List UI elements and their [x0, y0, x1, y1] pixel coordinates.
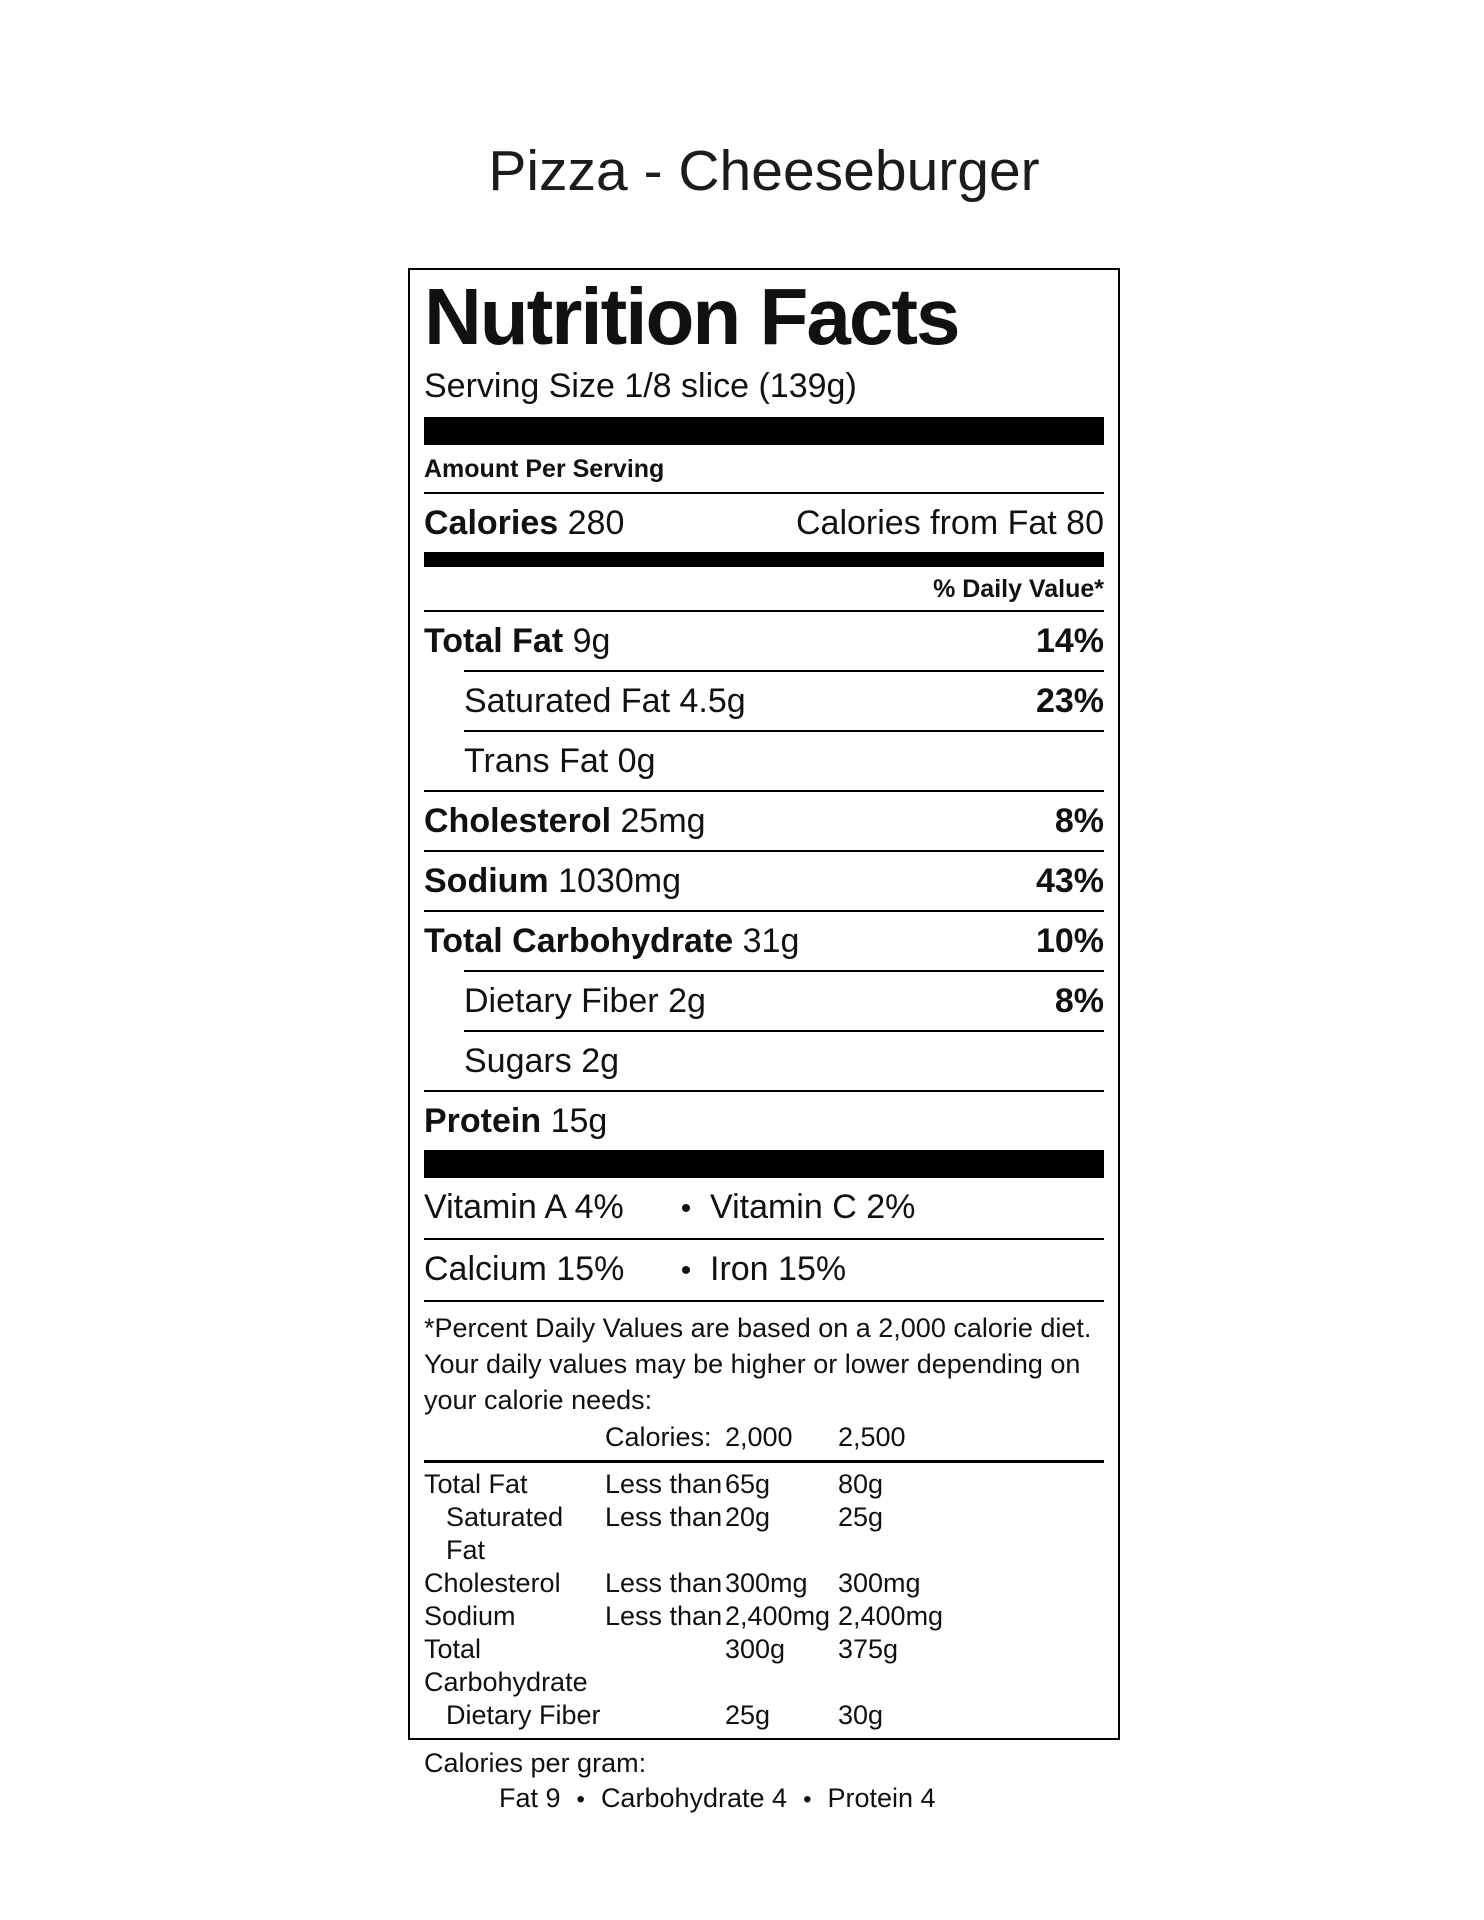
dv-table [424, 1463, 1104, 1738]
dv-row-qualifier: Less than [605, 1501, 723, 1532]
nutrient-text [464, 981, 706, 1022]
nutrient-row-sugars [464, 1030, 1104, 1090]
bullet-separator: • [680, 1253, 692, 1287]
calories-label: Calories [424, 503, 559, 542]
nutrient-name: Cholesterol [424, 801, 612, 840]
nutrient-rows [424, 612, 1104, 1150]
nutrient-row-dietary-fiber [464, 970, 1104, 1030]
nutrient-text [424, 921, 799, 962]
nutrient-name: Total Carbohydrate [424, 921, 734, 960]
dv-row-2000: 300mg [725, 1567, 808, 1598]
nutrient-amount: 9g [572, 621, 611, 660]
dv-row-2000: 300g [725, 1633, 786, 1664]
nutrient-row-cholesterol [424, 790, 1104, 850]
vitamin-row-2 [424, 1238, 1104, 1300]
dv-row-2000: 25g [725, 1699, 771, 1730]
calcium: Calcium 15% [424, 1249, 625, 1288]
nutrient-row-sodium [424, 850, 1104, 910]
nutrient-text [464, 681, 746, 722]
nutrient-dv: 8% [1054, 801, 1104, 840]
nutrient-text [424, 1101, 607, 1142]
nutrient-amount: 4.5g [679, 681, 746, 720]
nutrient-amount: 1030mg [558, 861, 681, 900]
dv-col-2500: 2,500 [838, 1421, 906, 1452]
dv-row-2500: 375g [838, 1633, 899, 1664]
nutrient-name: Sodium [424, 861, 549, 900]
dv-row-name: Total Fat [424, 1468, 528, 1499]
nutrient-dv: 14% [1035, 621, 1104, 660]
nutrient-text [424, 621, 610, 662]
dv-col-2000: 2,000 [725, 1421, 793, 1452]
cpg-carbohydrate: Carbohydrate 4 [600, 1782, 788, 1813]
nutrient-row-trans-fat [464, 730, 1104, 790]
footnote-text: *Percent Daily Values are based on a 2,000 calorie diet. Your daily values may be higher or lower depending on your calorie needs: [424, 1312, 1092, 1415]
bullet-separator: • [576, 1785, 585, 1813]
nutrient-amount: 2g [668, 981, 706, 1020]
vitamin-c: Vitamin C 2% [710, 1187, 916, 1226]
nutrient-text [464, 741, 656, 782]
dv-row-2000: 20g [725, 1501, 771, 1532]
vitamin-row-1 [424, 1178, 1104, 1238]
nutrient-row-total-carbohydrate [424, 910, 1104, 970]
nutrient-name: Trans Fat [464, 741, 609, 780]
nutrient-row-protein [424, 1090, 1104, 1150]
nutrient-name: Dietary Fiber [464, 981, 659, 1020]
nutrient-name: Total Fat [424, 621, 564, 660]
dv-row-name: Dietary Fiber [446, 1699, 601, 1730]
bullet-separator: • [803, 1785, 812, 1813]
dv-row-qualifier: Less than [605, 1600, 723, 1631]
dv-row-2500: 80g [838, 1468, 884, 1499]
nutrient-text [464, 1041, 619, 1082]
nutrient-amount: 2g [581, 1041, 620, 1080]
food-title: Pizza - Cheeseburger [488, 139, 1040, 203]
nutrient-dv: 8% [1054, 981, 1104, 1020]
amount-per-serving-label: Amount Per Serving [424, 454, 665, 483]
dv-table-header [424, 1418, 1104, 1460]
nutrient-dv: 23% [1035, 681, 1104, 720]
nutrient-text [424, 861, 681, 902]
calories-left [424, 503, 624, 543]
divider-bar-bottom [424, 1150, 1104, 1178]
calories-value: 280 [567, 503, 625, 542]
nutrient-dv: 10% [1035, 921, 1104, 960]
calories-row [424, 494, 1104, 552]
empty-cell [424, 1421, 605, 1454]
dv-row-2000: 65g [725, 1468, 771, 1499]
nutrition-facts-heading: Nutrition Facts [424, 272, 959, 361]
dv-row-name: Sodium [424, 1600, 516, 1631]
cpg-fat: Fat 9 [499, 1782, 561, 1813]
dv-row-2500: 25g [838, 1501, 884, 1532]
serving-size: Serving Size 1/8 slice (139g) [424, 366, 857, 405]
nutrient-amount: 0g [617, 741, 656, 780]
nutrient-name: Saturated Fat [464, 681, 671, 720]
dv-row-name: Total Carbohydrate [424, 1633, 588, 1697]
dv-row-qualifier [605, 1699, 725, 1732]
dv-row-2000: 2,400mg [725, 1600, 831, 1631]
nutrient-row-total-fat [424, 612, 1104, 670]
nutrient-row-saturated-fat [464, 670, 1104, 730]
nutrient-amount: 15g [550, 1101, 608, 1140]
nutrient-name: Sugars [464, 1041, 572, 1080]
iron: Iron 15% [710, 1249, 847, 1288]
nutrient-dv: 43% [1035, 861, 1104, 900]
dv-row-name: Saturated Fat [446, 1501, 564, 1565]
nutrition-label [408, 268, 1120, 1813]
dv-row-name: Cholesterol [424, 1567, 561, 1598]
dv-row-qualifier: Less than [605, 1468, 723, 1499]
dv-row-qualifier [605, 1633, 725, 1699]
dv-calories-label: Calories: [605, 1421, 712, 1452]
divider-bar-top [424, 417, 1104, 445]
dv-row-qualifier: Less than [605, 1567, 723, 1598]
dv-row-2500: 30g [838, 1699, 884, 1730]
calories-per-gram-values [499, 1780, 1104, 1826]
divider-bar-mid [424, 552, 1104, 567]
calories-from-fat: Calories from Fat 80 [796, 503, 1104, 542]
nutrient-text [424, 801, 706, 842]
cpg-protein: Protein 4 [827, 1782, 936, 1813]
vitamin-a: Vitamin A 4% [424, 1187, 624, 1226]
calories-per-gram-label: Calories per gram: [424, 1747, 647, 1778]
nutrient-amount: 31g [742, 921, 800, 960]
dv-row-2500: 300mg [838, 1567, 921, 1598]
nutrient-name: Protein [424, 1101, 542, 1140]
daily-value-header: % Daily Value* [933, 574, 1104, 603]
bullet-separator: • [680, 1191, 692, 1225]
dv-row-2500: 2,400mg [838, 1600, 944, 1631]
nutrient-amount: 25mg [620, 801, 706, 840]
